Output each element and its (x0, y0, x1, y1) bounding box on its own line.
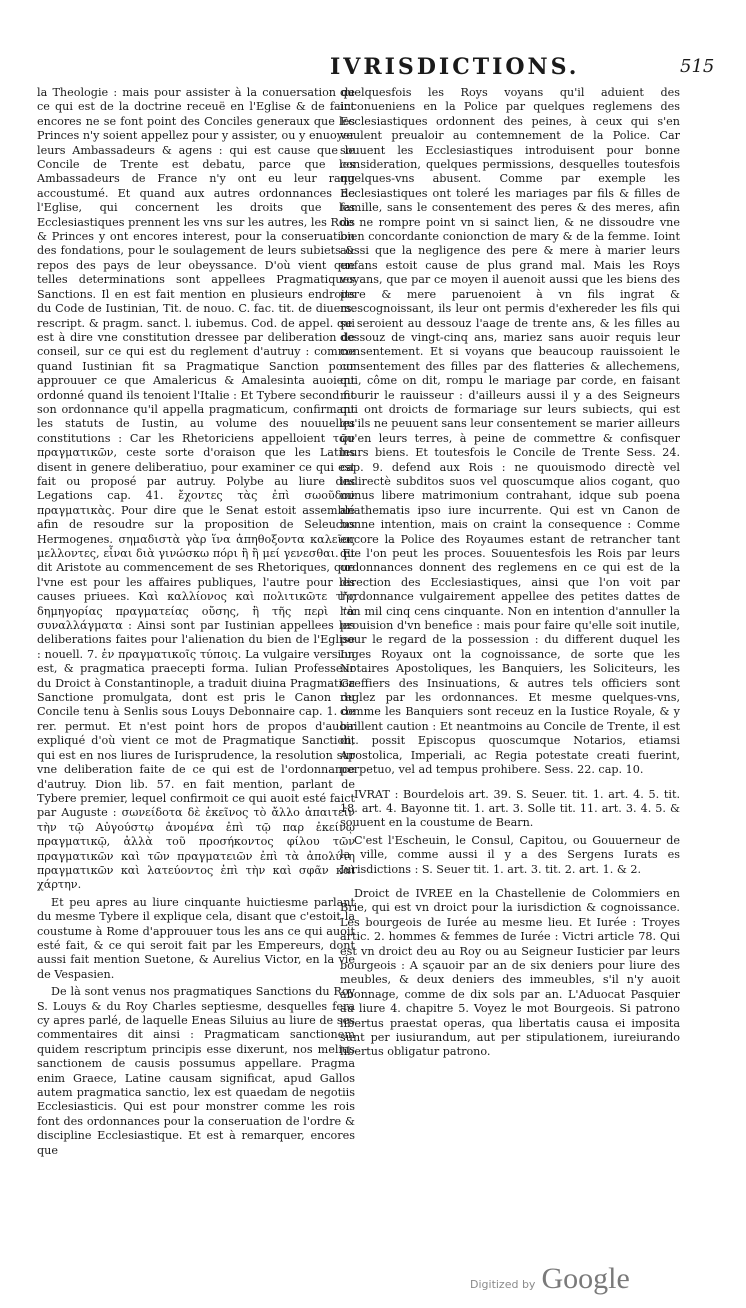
right-paragraph-1: quelquesfois les Roys voyans qu'il aduient des inconueniens en la Police par quelques reglemens des Ecclesiastiques ordonnent des peines, à ceux qui s'en veulent preualoir au contemnement de la Police. Car souuent les Ecclesiastiques introduisent pour bonne consideration, quelques permissions, desquelles toutesfois quelques-vns abusent. Comme par exemple les Ecclesiastiques ont toleré les mariages par fils & filles de famille, sans le consentement des peres & des meres, afin de ne rompre point vn si sainct lien, & ne dissoudre vne bien concordante conionction de mary & de la femme. Ioint aussi que la negligence des pere & mere à marier leurs enfans estoit cause de plus grand mal. Mais les Roys voyans, que par ce moyen il auenoit aussi que les biens des pere & mere paruenoient à vn fils ingrat & mescognoissant, ils leur ont permis d'exhereder les fils qui se seroient au dessouz l'aage de trente ans, & les filles au dessouz de vingt-cinq ans, mariez sans auoir requis leur consentement. Et si voyans que beaucoup rauissoient le consentement des filles par des flatteries & allechemens, qui, côme on dit, rompu le mariage par corde, en faisant mourir le rauisseur : d'ailleurs aussi il y a des Seigneurs qui ont droicts de formariage sur leurs subiects, qui est qu'ils ne peuuent sans leur consentement se marier ailleurs qu'en leurs terres, à peine de commettre & confisquer leurs biens. Et toutesfois le Concile de Trente Sess. 24. cap. 9. defend aux Rois : ne quouismodo directè vel indirectè subditos suos vel quoscumque alios cogant, quo minus libere matrimonium contrahant, idque sub poena anathematis ipso iure incurrente. Qui est vn Canon de bonne intention, mais on craint la consequence : Comme encore la Police des Royaumes estant de retrancher tant que l'on peut les proces. Souuentesfois les Rois par leurs ordonnances donnent des reglemens en ce qui est de la direction des Ecclesiastiques, ainsi que l'on voit par l'ordonnance vulgairement appellee des petites dattes de l'an mil cinq cens cinquante. Non en intention d'annuller la prouision d'vn benefice : mais pour faire qu'elle soit inutile, pour le regard de la possession : du different duquel les Iuges Royaux ont la cognoissance, de sorte que les Notaires Apostoliques, les Banquiers, les Soliciteurs, les Greffiers des Insinuations, & autres tels officiers sont reglez par les ordonnances. Et mesme quelques-vns, comme les Banquiers sont receuz en la Iustice Royale, & y baillent caution : Et neantmoins au Concile de Trente, il est dit. possit Episcopus quoscumque Notarios, etiamsi Apostolica, Imperiali, ac Regia potestate creati fuerint, perpetuo, vel ad tempus prohibere. Sess. 22. cap. 10. (340, 86, 680, 777)
running-head: IVRISDICTIONS. (330, 54, 580, 80)
left-column (37, 86, 355, 1161)
left-paragraph-3: De là sont venus nos pragmatiques Sanctions du Roy S. Louys & du Roy Charles septiesme, desquelles fera cy apres parlé, de laquelle Eneas Siluius au liure de ses commentaires dit ainsi : Pragmaticam sanctionem quidem rescriptum principis esse dixerunt, nos melius sanctionem de causis possumus appellare. Pragma enim Graece, Latine causam significat, apud Gallos autem pragmatica sanctio, lex est quaedam de negotiis Ecclesiasticis. Qui est pour monstrer comme les rois font des ordonnances pour la conseruation de l'ordre & discipline Ecclesiastique. Et est à remarquer, encores que (37, 985, 355, 1157)
watermark-prefix: Digitized by (470, 1278, 536, 1291)
right-entry-iurat: IVRAT : Bourdelois art. 39. S. Seuer. tit. 1. art. 4. 5. tit. 18. art. 4. Bayonne tit. 1. art. 3. Solle tit. 11. art. 3. 4. 5. & souuent en la coustume de Bearn. (340, 787, 680, 830)
right-paragraph-escheuin: C'est l'Escheuin, le Consul, Capitou, ou Gouuerneur de la ville, comme aussi il y a des Sergens Iurats es Iurisdictions : S. Seuer tit. 1. art. 3. tit. 2. art. 1. & 2. (340, 833, 680, 876)
page-number: 515 (680, 56, 715, 77)
right-entry-iuree: Droict de IVREE en la Chastellenie de Colommiers en Brie, qui est vn droict pour la iurisdiction & cognoissance. Les bourgeois de Iurée au mesme lieu. Et Iurée : Troyes artic. 2. hommes & femmes de Iurée : Victri article 78. Qui est vn droict deu au Roy ou au Seigneur Iusticier par leurs bourgeois : A sçauoir par an de six deniers pour liure des meubles, & deux deniers des immeubles, s'il n'y auoit abonnage, comme de dix sols par an. L'Aduocat Pasquier au liure 4. chapitre 5. Voyez le mot Bourgeois. Si patrono libertus praestat operas, qua libertatis causa ei imposita sunt per iusiurandum, aut per stipulationem, iureiurando libertus obligatur patrono. (340, 886, 680, 1059)
right-column (340, 86, 680, 1063)
left-paragraph-2: Et peu apres au liure cinquante huictiesme parlant du mesme Tybere il explique cela, disant que c'estoit la coustume à Rome d'approuuer tous les ans ce qui auoit esté fait, & ce qui seroit fait par les Empereurs, dont aussi fait mention Suetone, & Aurelius Victor, en la vie de Vespasien. (37, 895, 355, 981)
digitization-watermark (470, 1262, 630, 1296)
left-paragraph-1: la Theologie : mais pour assister à la conuersation de ce qui est de la doctrine receuë en l'Eglise & de faict encores ne se font point des Conciles generaux que les Princes n'y soient appellez pour y assister, ou y enuoyer leurs Ambassadeurs & agens : qui est cause que le Concile de Trente est debatu, parce que les Ambassadeurs de France n'y ont eu leur rang accoustumé. Et quand aux autres ordonnances de l'Eglise, qui concernent les droits que les Ecclesiastiques prennent les vns sur les autres, les Rois & Princes y ont encores interest, pour la conseruation des fondations, pour le soulagement de leurs subiets & repos des pays de leur obeyssance. D'où vient que telles determinations sont appellees Pragmatiques Sanctions. Il en est fait mention en plusieurs endroits du Code de Iustinian, Tit. de nouo. C. fac. tit. de diuers. rescript. & pragm. sanct. l. iubemus. Cod. de appel. qui est à dire vne constitution dressee par deliberation de conseil, sur ce qui est du reglement d'autruy : comme quand Iustinian fit sa Pragmatique Sanction pour approuuer ce que Amalericus & Amalesinta auoient ordonné quand ils tenoient l'Italie : Et Tybere second fit son ordonnance qu'il appella pragmaticum, confirmant les statuts de Iustin, au volume des nouuelles constitutions : Car les Rhetoriciens appelloient τῶν πραγματικῶν, ceste sorte d'oraison que les Latins disent in genere deliberatiuo, pour examiner ce qui est fait ou proposé par autruy. Polybe au liure des Legations cap. 41. ἔχοντες τὰς ἐπὶ σωοῦδον πραγματικὰς. Pour dire que le Senat estoit assemblé afin de resoudre sur la proposition de Seleucus Hermogenes. σημαδιστὰ γὰρ ἵνα ἀπηθοξοντα καλεῖος μελλοντες, εἶναι διὰ γινώσκω πόρι ἢ ἢ μεί γενεσθαι. Et dit Aristote au commencement de ses Rhetoriques, que l'vne est pour les affaires publiques, l'autre pour les causes priuees. Καὶ καλλίονος καὶ πολιτικῶτε τῆς δημηγορίας πραγματείας οὔσης, ἢ τῆς περὶ τὰ συναλλάγματα : Ainsi sont par Iustinian appellees les deliberations faites pour l'alienation du bien de l'Eglise : nouell. 7. ἐν πραγματικοῖς τύποις. La vulgaire version est, & pragmatica praecepti forma. Iulian Professeur du Droict à Constantinople, a traduit diuina Pragmatica Sanctione promulgata, dont est pris le Canon du Concile tenu à Senlis sous Louys Debonnaire cap. 1. de rer. permut. Et n'est point hors de propos d'auoir expliqué d'où vient ce mot de Pragmatique Sanction, qui est en nos liures de Iurisprudence, la resolution sur vne deliberation faite de ce qui est de l'ordonnance d'autruy. Dion lib. 57. en fait mention, parlant de Tybere premier, lequel confirmoit ce qui auoit esté faict par Auguste : σωνείδοτα δὲ ἐκεῖνος τὸ ἄλλο ἀπαιτεῖν τὴν τῷ Αὐγούστῳ ἀνομένα ἐπὶ τῷ παρ ἐκείνῳ πραγματικῷ, ἀλλὰ τοῦ προσήκοντος φίλου τῶν πραγματικῶν καὶ τῶν πραγματειῶν ἐπὶ τὰ ἀπολύτη πραγματικῶν καὶ λατεύοντος ἐπὶ τὴν καὶ σφᾶν καὶ χάρτην. (37, 86, 355, 892)
google-logo: Google (541, 1262, 630, 1295)
